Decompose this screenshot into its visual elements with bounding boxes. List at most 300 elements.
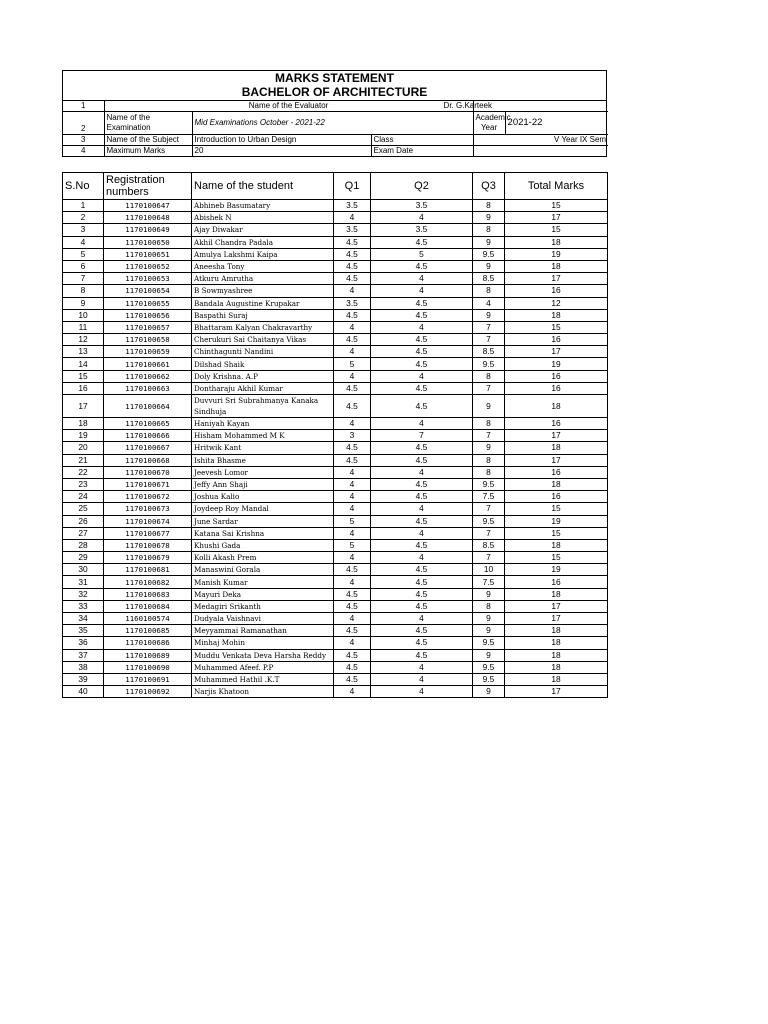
cell-registration: 1170100668 xyxy=(104,454,192,466)
cell-q3: 8.5 xyxy=(473,273,505,285)
cell-q1: 4.5 xyxy=(334,661,371,673)
cell-q3: 7 xyxy=(473,321,505,333)
cell-sno: 2 xyxy=(63,212,104,224)
cell-student-name: Narjis Khatoon xyxy=(192,686,334,698)
cell-q1: 4.5 xyxy=(334,649,371,661)
cell-registration: 1170100671 xyxy=(104,478,192,490)
cell-q2: 4 xyxy=(371,527,473,539)
cell-q2: 3.5 xyxy=(371,224,473,236)
cell-q2: 4.5 xyxy=(371,297,473,309)
table-row xyxy=(63,382,608,394)
cell-student-name: Duvvuri Sri Subrahmanya Kanaka Sindhuja xyxy=(192,395,334,418)
table-row xyxy=(63,212,608,224)
cell-sno: 21 xyxy=(63,454,104,466)
cell-sno: 27 xyxy=(63,527,104,539)
cell-registration: 1170100683 xyxy=(104,588,192,600)
table-row xyxy=(63,334,608,346)
cell-q1: 4.5 xyxy=(334,395,371,418)
table-row xyxy=(63,600,608,612)
cell-sno: 9 xyxy=(63,297,104,309)
table-row xyxy=(63,649,608,661)
cell-student-name: Mayuri Deka xyxy=(192,588,334,600)
cell-total: 19 xyxy=(505,248,608,260)
cell-q1: 4.5 xyxy=(334,454,371,466)
evaluator-label: Name of the Evaluator xyxy=(104,101,473,112)
cell-q1: 4 xyxy=(334,552,371,564)
cell-total: 15 xyxy=(505,200,608,212)
cell-sno: 39 xyxy=(63,673,104,685)
cell-total: 19 xyxy=(505,515,608,527)
cell-registration: 1170100674 xyxy=(104,515,192,527)
cell-q1: 4 xyxy=(334,613,371,625)
marks-table xyxy=(62,172,608,698)
cell-q3: 7.5 xyxy=(473,576,505,588)
cell-registration: 1170100664 xyxy=(104,395,192,418)
cell-total: 16 xyxy=(505,576,608,588)
cell-student-name: Dontharaju Akhil Kumar xyxy=(192,382,334,394)
cell-student-name: Jeffy Ann Shaji xyxy=(192,478,334,490)
cell-q2: 4.5 xyxy=(371,600,473,612)
table-row xyxy=(63,637,608,649)
cell-q3: 10 xyxy=(473,564,505,576)
cell-sno: 31 xyxy=(63,576,104,588)
cell-student-name: Muddu Venkata Deva Harsha Reddy xyxy=(192,649,334,661)
cell-q1: 4 xyxy=(334,321,371,333)
cell-q3: 9.5 xyxy=(473,248,505,260)
cell-q2: 4.5 xyxy=(371,236,473,248)
cell-q2: 4.5 xyxy=(371,334,473,346)
cell-registration: 1170100662 xyxy=(104,370,192,382)
cell-registration: 1170100691 xyxy=(104,673,192,685)
col-header-name: Name of the student xyxy=(192,173,334,200)
cell-q3: 9.5 xyxy=(473,515,505,527)
cell-registration: 1170100661 xyxy=(104,358,192,370)
examination-value: Mid Examinations October - 2021-22 xyxy=(192,112,473,135)
cell-total: 18 xyxy=(505,649,608,661)
cell-sno: 14 xyxy=(63,358,104,370)
cell-registration: 1170100651 xyxy=(104,248,192,260)
cell-registration: 1170100655 xyxy=(104,297,192,309)
table-row xyxy=(63,552,608,564)
cell-sno: 33 xyxy=(63,600,104,612)
cell-q1: 5 xyxy=(334,358,371,370)
cell-q3: 4 xyxy=(473,297,505,309)
table-row xyxy=(63,478,608,490)
cell-q2: 4 xyxy=(371,321,473,333)
cell-q3: 9 xyxy=(473,588,505,600)
cell-total: 17 xyxy=(505,686,608,698)
cell-q1: 3.5 xyxy=(334,297,371,309)
max-marks-row xyxy=(63,146,608,157)
table-row xyxy=(63,273,608,285)
cell-student-name: Katana Sai Krishna xyxy=(192,527,334,539)
cell-q1: 4.5 xyxy=(334,309,371,321)
cell-sno: 35 xyxy=(63,625,104,637)
cell-q2: 4 xyxy=(371,661,473,673)
cell-q1: 4 xyxy=(334,576,371,588)
cell-total: 18 xyxy=(505,442,608,454)
cell-q1: 4 xyxy=(334,503,371,515)
cell-registration: 1170100648 xyxy=(104,212,192,224)
cell-q2: 4.5 xyxy=(371,478,473,490)
cell-q1: 4.5 xyxy=(334,273,371,285)
cell-q2: 4 xyxy=(371,418,473,430)
cell-q3: 7 xyxy=(473,527,505,539)
cell-registration: 1170100653 xyxy=(104,273,192,285)
cell-sno: 4 xyxy=(63,236,104,248)
cell-student-name: Bhattaram Kalyan Chakravarthy xyxy=(192,321,334,333)
table-row xyxy=(63,260,608,272)
cell-total: 18 xyxy=(505,637,608,649)
cell-sno: 19 xyxy=(63,430,104,442)
max-marks-value: 20 xyxy=(192,146,371,157)
cell-q3: 9 xyxy=(473,260,505,272)
cell-student-name: Joshua Kalio xyxy=(192,491,334,503)
cell-sno: 8 xyxy=(63,285,104,297)
cell-q2: 4 xyxy=(371,285,473,297)
table-row xyxy=(63,395,608,418)
cell-q2: 4 xyxy=(371,212,473,224)
cell-total: 18 xyxy=(505,309,608,321)
cell-total: 17 xyxy=(505,613,608,625)
cell-student-name: June Sardar xyxy=(192,515,334,527)
cell-q1: 4 xyxy=(334,686,371,698)
cell-q3: 7 xyxy=(473,430,505,442)
cell-student-name: Akhil Chandra Padala xyxy=(192,236,334,248)
cell-q2: 4.5 xyxy=(371,625,473,637)
statement-title: MARKS STATEMENT xyxy=(275,71,394,85)
subject-label: Name of the Subject xyxy=(104,135,192,146)
cell-q3: 9.5 xyxy=(473,358,505,370)
table-row xyxy=(63,491,608,503)
cell-q2: 4.5 xyxy=(371,395,473,418)
cell-q3: 8 xyxy=(473,454,505,466)
cell-registration: 1170100656 xyxy=(104,309,192,321)
cell-q2: 4 xyxy=(371,613,473,625)
cell-q3: 7.5 xyxy=(473,491,505,503)
cell-q3: 7 xyxy=(473,503,505,515)
cell-q3: 8 xyxy=(473,370,505,382)
table-row xyxy=(63,576,608,588)
table-row xyxy=(63,418,608,430)
cell-registration: 1170100678 xyxy=(104,539,192,551)
cell-sno: 18 xyxy=(63,418,104,430)
cell-sno: 16 xyxy=(63,382,104,394)
table-row xyxy=(63,515,608,527)
cell-q2: 4 xyxy=(371,466,473,478)
cell-q1: 4.5 xyxy=(334,442,371,454)
class-value: V Year IX Sem xyxy=(473,135,608,146)
cell-total: 19 xyxy=(505,564,608,576)
table-row xyxy=(63,442,608,454)
cell-q3: 8 xyxy=(473,224,505,236)
cell-total: 18 xyxy=(505,478,608,490)
cell-total: 12 xyxy=(505,297,608,309)
cell-student-name: Abishek N xyxy=(192,212,334,224)
table-row xyxy=(63,200,608,212)
cell-registration: 1170100667 xyxy=(104,442,192,454)
cell-sno: 26 xyxy=(63,515,104,527)
cell-registration: 1170100665 xyxy=(104,418,192,430)
cell-sno: 10 xyxy=(63,309,104,321)
table-row xyxy=(63,625,608,637)
cell-q1: 4.5 xyxy=(334,236,371,248)
cell-q2: 4.5 xyxy=(371,454,473,466)
cell-registration: 1170100654 xyxy=(104,285,192,297)
cell-sno: 22 xyxy=(63,466,104,478)
cell-total: 17 xyxy=(505,346,608,358)
cell-total: 16 xyxy=(505,334,608,346)
cell-registration: 1170100679 xyxy=(104,552,192,564)
cell-student-name: Amulya Lakshmi Kaipa xyxy=(192,248,334,260)
cell-registration: 1170100689 xyxy=(104,649,192,661)
evaluator-row xyxy=(63,101,608,112)
table-row xyxy=(63,539,608,551)
cell-q2: 4.5 xyxy=(371,576,473,588)
cell-q2: 4 xyxy=(371,673,473,685)
table-row xyxy=(63,673,608,685)
cell-registration: 1170100686 xyxy=(104,637,192,649)
cell-total: 15 xyxy=(505,224,608,236)
cell-q1: 5 xyxy=(334,539,371,551)
cell-q2: 5 xyxy=(371,248,473,260)
table-row xyxy=(63,297,608,309)
examination-row xyxy=(63,112,608,135)
cell-student-name: Muhammed Afeef. P.P xyxy=(192,661,334,673)
cell-total: 18 xyxy=(505,539,608,551)
cell-q3: 9 xyxy=(473,236,505,248)
cell-q1: 4 xyxy=(334,212,371,224)
cell-student-name: Khushi Gada xyxy=(192,539,334,551)
cell-registration: 1170100685 xyxy=(104,625,192,637)
cell-q1: 4 xyxy=(334,346,371,358)
cell-q1: 4 xyxy=(334,370,371,382)
cell-total: 17 xyxy=(505,454,608,466)
cell-q3: 9.5 xyxy=(473,478,505,490)
cell-q2: 4.5 xyxy=(371,637,473,649)
cell-sno: 1 xyxy=(63,200,104,212)
table-row xyxy=(63,564,608,576)
cell-sno: 37 xyxy=(63,649,104,661)
subject-row xyxy=(63,135,608,146)
cell-sno: 23 xyxy=(63,478,104,490)
cell-q2: 4.5 xyxy=(371,539,473,551)
cell-sno: 7 xyxy=(63,273,104,285)
cell-total: 18 xyxy=(505,236,608,248)
col-header-q2: Q2 xyxy=(371,173,473,200)
cell-total: 18 xyxy=(505,625,608,637)
cell-sno: 6 xyxy=(63,260,104,272)
cell-q1: 4.5 xyxy=(334,625,371,637)
evaluator-name: Dr. G.Karteek xyxy=(473,101,608,112)
cell-q1: 5 xyxy=(334,515,371,527)
cell-q1: 4 xyxy=(334,478,371,490)
cell-total: 15 xyxy=(505,552,608,564)
cell-q2: 4 xyxy=(371,552,473,564)
cell-total: 15 xyxy=(505,321,608,333)
cell-student-name: Cherukuri Sai Chaitanya Vikas xyxy=(192,334,334,346)
cell-q3: 9.5 xyxy=(473,661,505,673)
cell-q3: 8 xyxy=(473,285,505,297)
cell-total: 16 xyxy=(505,285,608,297)
cell-q3: 8 xyxy=(473,418,505,430)
cell-q3: 9.5 xyxy=(473,673,505,685)
cell-q2: 4.5 xyxy=(371,346,473,358)
cell-sno: 20 xyxy=(63,442,104,454)
cell-q1: 4 xyxy=(334,418,371,430)
subject-value: Introduction to Urban Design xyxy=(192,135,371,146)
cell-q2: 4 xyxy=(371,503,473,515)
cell-q1: 4 xyxy=(334,466,371,478)
cell-total: 15 xyxy=(505,503,608,515)
cell-q3: 7 xyxy=(473,334,505,346)
cell-student-name: Chinthagunti Nandini xyxy=(192,346,334,358)
cell-student-name: Meyyammai Ramanathan xyxy=(192,625,334,637)
cell-student-name: Aneesha Tony xyxy=(192,260,334,272)
cell-registration: 1170100684 xyxy=(104,600,192,612)
cell-registration: 1170100682 xyxy=(104,576,192,588)
cell-q1: 4.5 xyxy=(334,673,371,685)
cell-sno: 32 xyxy=(63,588,104,600)
cell-total: 15 xyxy=(505,527,608,539)
cell-student-name: Jeevesh Lomor xyxy=(192,466,334,478)
cell-sno: 40 xyxy=(63,686,104,698)
col-header-q3: Q3 xyxy=(473,173,505,200)
cell-q3: 8.5 xyxy=(473,346,505,358)
max-marks-label: Maximum Marks xyxy=(104,146,192,157)
cell-total: 17 xyxy=(505,212,608,224)
cell-registration: 1170100672 xyxy=(104,491,192,503)
cell-student-name: Muhammed Hathil .K.T xyxy=(192,673,334,685)
cell-sno: 34 xyxy=(63,613,104,625)
cell-registration: 1170100647 xyxy=(104,200,192,212)
cell-q3: 9 xyxy=(473,649,505,661)
cell-q1: 4 xyxy=(334,491,371,503)
marks-table-body xyxy=(63,200,608,698)
cell-sno: 29 xyxy=(63,552,104,564)
cell-registration: 1170100673 xyxy=(104,503,192,515)
cell-q1: 3.5 xyxy=(334,224,371,236)
cell-student-name: Hisham Mohammed M K xyxy=(192,430,334,442)
cell-student-name: Abhineb Basumatary xyxy=(192,200,334,212)
cell-sno: 5 xyxy=(63,248,104,260)
cell-q3: 7 xyxy=(473,552,505,564)
table-row xyxy=(63,346,608,358)
cell-q2: 4.5 xyxy=(371,564,473,576)
cell-q2: 4 xyxy=(371,686,473,698)
cell-registration: 1170100658 xyxy=(104,334,192,346)
table-row xyxy=(63,309,608,321)
cell-total: 16 xyxy=(505,382,608,394)
cell-total: 19 xyxy=(505,358,608,370)
row-number: 1 xyxy=(63,101,104,112)
table-row xyxy=(63,527,608,539)
table-row xyxy=(63,503,608,515)
table-row xyxy=(63,358,608,370)
cell-q1: 4 xyxy=(334,285,371,297)
table-row xyxy=(63,588,608,600)
cell-q2: 4 xyxy=(371,273,473,285)
cell-student-name: Ajay Diwakar xyxy=(192,224,334,236)
table-row xyxy=(63,370,608,382)
cell-registration: 1170100677 xyxy=(104,527,192,539)
col-header-registration: Registration numbers xyxy=(104,173,192,200)
cell-sno: 13 xyxy=(63,346,104,358)
cell-q3: 9.5 xyxy=(473,637,505,649)
col-header-q1: Q1 xyxy=(334,173,371,200)
cell-sno: 28 xyxy=(63,539,104,551)
programme-title: BACHELOR OF ARCHITECTURE xyxy=(63,85,606,101)
row-number: 4 xyxy=(63,146,104,157)
cell-q2: 3.5 xyxy=(371,200,473,212)
cell-registration: 1170100692 xyxy=(104,686,192,698)
cell-sno: 30 xyxy=(63,564,104,576)
cell-q2: 4.5 xyxy=(371,649,473,661)
cell-registration: 1170100657 xyxy=(104,321,192,333)
cell-sno: 36 xyxy=(63,637,104,649)
cell-q1: 4.5 xyxy=(334,382,371,394)
cell-registration: 1170100670 xyxy=(104,466,192,478)
cell-total: 16 xyxy=(505,491,608,503)
cell-total: 16 xyxy=(505,418,608,430)
cell-student-name: Hritwik Kant xyxy=(192,442,334,454)
cell-q2: 4.5 xyxy=(371,515,473,527)
table-row xyxy=(63,661,608,673)
cell-q1: 4.5 xyxy=(334,588,371,600)
table-row xyxy=(63,224,608,236)
row-number: 2 xyxy=(63,112,104,135)
cell-student-name: Haniyah Kayan xyxy=(192,418,334,430)
cell-total: 17 xyxy=(505,430,608,442)
cell-q1: 3 xyxy=(334,430,371,442)
cell-total: 18 xyxy=(505,661,608,673)
cell-sno: 3 xyxy=(63,224,104,236)
cell-total: 17 xyxy=(505,273,608,285)
table-row xyxy=(63,613,608,625)
cell-q3: 8 xyxy=(473,200,505,212)
cell-registration: 1170100652 xyxy=(104,260,192,272)
cell-q3: 9 xyxy=(473,395,505,418)
exam-date-label: Exam Date xyxy=(371,146,473,157)
cell-q3: 9 xyxy=(473,686,505,698)
cell-student-name: Bandala Augustine Krupakar xyxy=(192,297,334,309)
cell-q3: 9 xyxy=(473,309,505,321)
cell-q3: 9 xyxy=(473,212,505,224)
cell-q2: 4.5 xyxy=(371,588,473,600)
cell-registration: 1170100649 xyxy=(104,224,192,236)
cell-q2: 4.5 xyxy=(371,358,473,370)
cell-student-name: Medagiri Srikanth xyxy=(192,600,334,612)
cell-student-name: Atkuru Amrutha xyxy=(192,273,334,285)
cell-total: 16 xyxy=(505,370,608,382)
academic-year-value: 2021-22 xyxy=(505,112,608,135)
cell-q3: 9 xyxy=(473,625,505,637)
cell-registration: 1170100690 xyxy=(104,661,192,673)
cell-student-name: Baspathi Suraj xyxy=(192,309,334,321)
cell-sno: 15 xyxy=(63,370,104,382)
cell-q1: 4.5 xyxy=(334,600,371,612)
class-label: Class xyxy=(371,135,473,146)
cell-registration: 1170100650 xyxy=(104,236,192,248)
cell-sno: 25 xyxy=(63,503,104,515)
exam-date-value xyxy=(473,146,608,157)
table-row xyxy=(63,285,608,297)
cell-q3: 9 xyxy=(473,613,505,625)
cell-q1: 4.5 xyxy=(334,260,371,272)
table-row xyxy=(63,321,608,333)
academic-year-label: Academic Year xyxy=(473,112,505,135)
cell-total: 16 xyxy=(505,466,608,478)
